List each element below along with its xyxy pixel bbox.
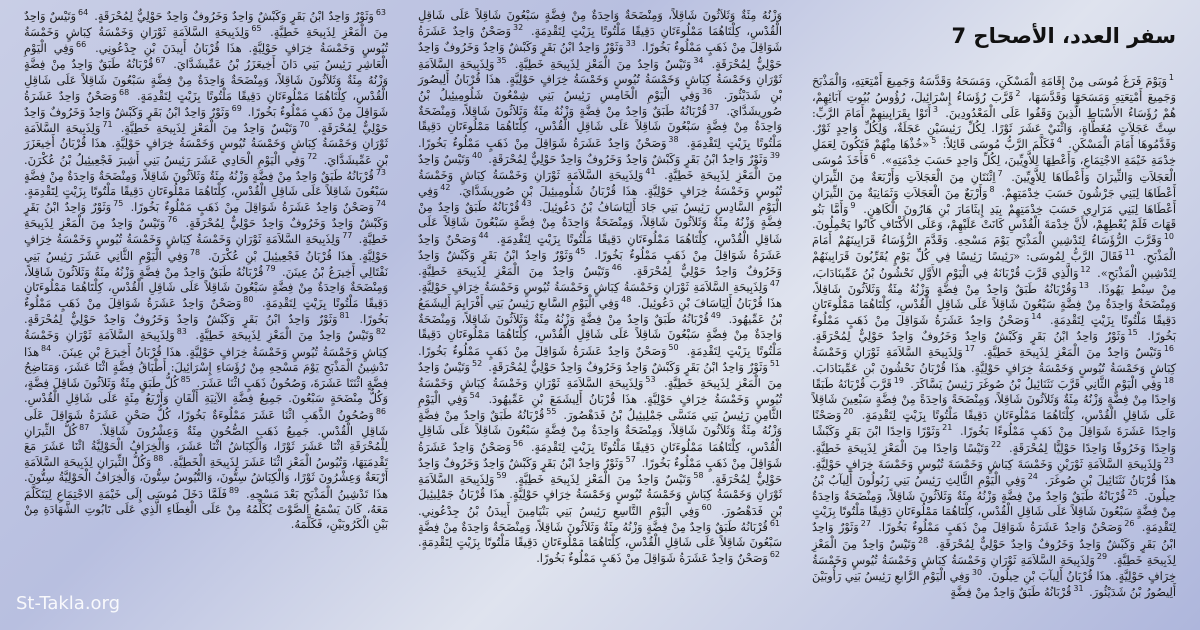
verse-text: وَثَوْرٌ وَاحِدٌ ابْنُ بَقَرٍ وَكَبْشٌ وَاحِدٌ وَخَرُوفٌ وَاحِدٌ حَوْلِيٌّ لِمُحْرَقَةٍ. [418,456,782,486]
verse-text: وَلِذَبِيحَةِ السَّلاَمَةِ ثَوْرَانِ وَخَمْسَةُ كِبَاشٍ وَخَمْسَةُ تُيُوسٍ وَخَمْسَةُ خِرَافٍ حَوْلِيَّةٍ. هذَا قُرْبَانُ أَلِيصُورَ بْنِ شَدَيْئُورَ. [418,57,783,102]
verse-number: 41 [645,166,656,176]
verse-text: وَفِي الْيَوْمِ الثَّانِي عَشَرَ رَئِيسُ بَنِي نَفْتَالِي أَخِيرَعُ بْنُ عِينَنَ. [24,249,388,279]
verse-text: وَتَيْسٌ وَاحِدٌ مِنَ الْمَعْزِ لِذَبِيحَةِ خَطِيَّةٍ. [418,152,782,182]
verse-number: 27 [860,519,871,529]
verse-text: هذَا تَدْشِينُ الْمَذْبَحِ يَوْمَ مَسْحِهِ مِنْ رُؤَسَاءِ إِسْرَائِيلَ: أَطْبَاقُ فِضَّةٍ اثْنَا عَشَرَ، وَمَنَاضِحُ فِضَّةٍ اثْنَتَا عَشَرَةَ، وَصُحُونُ ذَهَبٍ اثْنَا عَشَرَ. [24,345,388,390]
verse-text: وَقُرْبَانُهُ طَبَقٌ وَاحِدٌ مِنْ فِضَّةٍ وَزْنُهُ مِئَةٌ وَثَلاَثُونَ شَاقِلاً، وَمِنْضَحَةٌ وَاحِدَةٌ مِنْ فِضَّةٍ سَبْعُونَ شَاقِلاً عَلَى شَاقِلِ الْقُدْسِ، كِلْتَاهُمَا مَمْلُوءَتَانِ دَقِيقًا مَلْتُوتًا بِزَيْتٍ لِتَقْدِمَةٍ. [812,282,1176,327]
verse-text: قُرْبَانُهُ طَبَقٌ وَاحِدٌ مِنْ فِضَّةٍ وَزْنُهُ مِئَةٌ وَثَلاَثُونَ شَاقِلاً، وَمِنْضَحَةٌ وَاحِدَةٌ مِنْ فِضَّةٍ سَبْعُونَ شَاقِلاً عَلَى شَاقِلِ الْقُدْسِ، كِلْتَاهُمَا مَمْلُوءَتَانِ دَقِيقًا مَلْتُوتًا بِزَيْتٍ لِتَقْدِمَةٍ. [418,520,782,549]
chapter-title: سفر العدد، الأصحاح 7 [951,24,1176,48]
verse-number: 64 [77,8,89,17]
verse-text: وَلِذَبِيحَةِ السَّلاَمَةِ ثَوْرَانِ وَخَمْسَةُ كِبَاشٍ وَخَمْسَةُ تُيُوسٍ وَخَمْسَةُ خِرَافٍ حَوْلِيَّةٍ. هذَا قُرْبَانُ فَجْعِيئِيلَ بْنِ عُكْرَنَ. [24,233,388,263]
verse-number: 42 [440,183,451,193]
verse-number: 12 [1080,264,1091,274]
verse-text: وَلِذَبِيحَةِ السَّلاَمَةِ ثَوْرَانِ وَخَمْسَةُ كِبَاشٍ وَخَمْسَةُ تُيُوسٍ وَخَمْسَةُ خِرَافٍ حَوْلِيَّةٍ. هذَا قُرْبَانُ أَبِيدَنَ بْنِ جِدْعُونِي. [24,25,388,56]
verse-text: وَتَيْسًا وَاحِدًا مِنَ الْمَعْزِ لِذَبِيحَةِ خَطِيَّةٍ. [812,441,990,455]
verse-text: وَلِذَبِيحَةِ السَّلاَمَةِ ثَوْرَيْنِ وَخَمْسَةَ كِبَاشٍ وَخَمْسَةَ تُيُوسٍ وَخَمْسَةَ خِرَافٍ حَوْلِيَّةٍ. هذَا قُرْبَانُ نَثَنَائِيلَ بْنِ صُوغَرَ. [812,457,1176,487]
verse-number: 10 [1163,232,1174,242]
verse-number: 60 [701,502,712,512]
verse-text: وَفِي الْيَوْمِ الثَّامِنِ رَئِيسُ بَنِي مَنَسَّى جَمْلِيئِيلُ بْنُ فَدَهْصُورَ. [418,392,782,423]
verse-number: 30 [971,567,983,577]
column-2-text [418,8,782,566]
verse-number: 1 [1168,72,1174,82]
verse-text: وَفِي الْيَوْمِ الرَّابعِ رَئِيسُ بَنِي رَأُوبَيْنَ أَلِيصُورُ بْنُ شَدَيْئُورَ. [812,569,1176,599]
verse-text: وَفِي الْيَوْمِ السَّابعِ رَئِيسُ بَنِي أَفْرَايِمَ أَلِيشَمَعُ بْنُ عَمِّيهُودَ. [418,296,782,327]
verse-text: قُرْبَانُهُ طَبَقٌ وَاحِدٌ مِنْ فِضَّةٍ وَزْنُهُ مِئَةٌ وَثَلاَثُونَ شَاقِلاً، وَمِنْضَحَةٌ وَاحِدَةٌ مِنْ فِضَّةٍ سَبْعُونَ شَاقِلاً عَلَى شَاقِلِ الْقُدْسِ، كِلْتَاهُمَا مَمْلُوءَتَانِ دَقِيقًا مَلْتُوتًا بِزَيْتٍ لِتَقْدِمَةٍ. [812,489,1177,535]
verse-text: قُرْبَانُهُ طَبَقٌ وَاحِدٌ مِنْ فِضَّةٍ وَزْنُهُ مِئَةٌ وَثَلاَثُونَ شَاقِلاً، وَمِنْضَحَةٌ وَاحِدَةٌ مِنْ فِضَّةٍ سَبْعُونَ شَاقِلاً عَلَى شَاقِلِ الْقُدْسِ، كِلْتَاهُمَا مَمْلُوءَتَانِ دَقِيقًا مَلْتُوتًا بِزَيْتٍ لِتَقْدِمَةٍ. [24,58,388,103]
verse-number: 40 [471,150,483,160]
verse-number: 29 [1096,551,1108,561]
verse-text: وَثَوْرٌ وَاحِدٌ ابْنُ بَقَرٍ وَكَبْشٌ وَاحِدٌ وَخَرُوفٌ وَاحِدٌ حَوْلِيٌّ لِمُحْرَقَةٍ. [484,360,768,374]
verse-text: وَلِذَبِيحَةِ السَّلاَمَةِ ثَوْرَانِ وَخَمْسَةُ كِبَاشٍ وَخَمْسَةُ تُيُوسٍ وَخَمْسَةُ خِرَافٍ حَوْلِيَّةٍ. هذَا قُرْبَانُ أَلِيشَمَعَ بْنِ عَمِّيهُودَ. [418,376,782,406]
verse-text: وَثَوْرٌ وَاحِدٌ ابْنُ بَقَرٍ وَكَبْشٌ وَاحِدٌ وَخَرُوفٌ وَاحِدٌ حَوْلِيٌّ لِمُحْرَقَةٍ. [812,521,1176,551]
verse-text: وَتَيْسٌ وَاحِدٌ مِنَ الْمَعْزِ لِذَبِيحَةِ خَطِيَّةٍ. [418,360,782,390]
verse-text: وَثَوْرٌ وَاحِدٌ ابْنُ بَقَرٍ وَكَبْشٌ وَاحِدٌ وَخَرُوفٌ وَاحِدٌ حَوْلِيٌّ لِمُحْرَقَةٍ. [24,105,388,135]
verse-text: وَصَحْنٌ وَاحِدٌ عَشَرَةُ شَوَاقِلَ مِنْ ذَهَبٍ مَمْلُوءٌ بَخُورًا. [24,296,388,327]
verse-text: وَتَيْسٌ وَاحِدٌ مِنَ الْمَعْزِ لِذَبِيحَةِ خَطِيَّةٍ. [508,57,692,71]
verse-text: قُرْبَانُهُ طَبَقٌ وَاحِدٌ مِنْ فِضَّةٍ وَزْنُهُ مِئَةٌ وَثَلاَثُونَ شَاقِلاً، وَمِنْضَحَةٌ وَاحِدَةٌ مِنْ فِضَّةٍ سَبْعُونَ شَاقِلاً عَلَى شَاقِلِ الْقُدْسِ، كِلْتَاهُمَا مَمْلُوءَتَانِ دَقِيقًا مَلْتُوتًا بِزَيْتٍ لِتَقْدِمَةٍ. [418,104,782,150]
verse-number: 87 [79,422,90,432]
verse-number: 51 [769,358,780,368]
column-1 [812,8,1177,599]
verse-text: وَالَّذِي قَرَّبَ قُرْبَانَهُ فِي الْيَوْمِ الأَوَّلِ نَحْشُونُ بْنُ عَمِّينَادَابَ، مِنْ سِبْطِ يَهُوذَا. [812,266,1176,296]
verse-number: 73 [375,167,386,177]
verse-text: وَتَيْسٌ وَاحِدٌ مِنَ الْمَعْزِ لِذَبِيحَةِ خَطِيَّةٍ. [114,121,298,135]
verse-text: قُرْبَانُهُ طَبَقٌ وَاحِدٌ مِنْ فِضَّةٍ وَزْنُهُ مِئَةٌ وَثَلاَثُونَ شَاقِلاً، وَمِنْضَحَةٌ وَاحِدَةٌ مِنْ فِضَّةٍ سَبْعُونَ شَاقِلاً عَلَى شَاقِلِ الْقُدْسِ، كِلْتَاهُمَا مَمْلُوءَتَانِ دَقِيقًا مَلْتُوتًا بِزَيْتٍ لِتَقْدِمَةٍ. [24,265,388,310]
verse-text: قَرَّبَ رُؤَسَاءُ إِسْرَائِيلَ، رُؤُوسُ بُيُوتِ آبَائِهِمْ، هُمْ رُؤَسَاءُ الأَسْبَاطِ الَّذِينَ وَقَفُوا عَلَى الْمَعْدُودِينَ. [812,90,1176,120]
verse-number: 77 [342,231,353,241]
text-columns [24,8,1177,599]
verse-number: 48 [621,295,632,305]
verse-number: 26 [1124,519,1135,529]
verse-text: وَصَحْنٌ وَاحِدٌ عَشَرَةُ شَوَاقِلَ مِنْ ذَهَبٍ مَمْلُوءٌ بَخُورًا. [418,344,667,358]
verse-number: 85 [180,375,191,385]
verse-number: 3 [932,104,939,114]
verse-text: وَثَوْرٌ وَاحِدٌ ابْنُ بَقَرٍ وَكَبْشٌ وَاحِدٌ وَخَرُوفٌ وَاحِدٌ حَوْلِيٌّ لِمُحْرَقَةٍ. [418,248,782,278]
verse-text: وَلِذَبِيحَةِ السَّلاَمَةِ ثَوْرَانِ وَخَمْسَةُ كِبَاشٍ وَخَمْسَةُ تُيُوسٍ وَخَمْسَةُ خِرَافٍ حَوْلِيَّةٍ. هذَا قُرْبَانُ شَلُومِيئِيلَ بْنِ صُورِيشَدَّايَ. [418,168,782,198]
verse-text: قُرْبَانُهُ طَبَقٌ وَاحِدٌ مِنْ فِضَّةٍ [950,585,1072,599]
verse-number: 31 [1073,583,1084,593]
verse-number: 88 [153,454,164,464]
verse-text: قُرْبَانُهُ طَبَقٌ وَاحِدٌ مِنْ فِضَّةٍ وَزْنُهُ مِئَةٌ وَثَلاَثُونَ شَاقِلاً، وَمِنْضَحَةٌ وَاحِدَةٌ مِنْ فِضَّةٍ سَبْعُونَ شَاقِلاً عَلَى شَاقِلِ الْقُدْسِ، كِلْتَاهُمَا مَمْلُوءَتَانِ دَقِيقًا مَلْتُوتًا بِزَيْتٍ لِتَقْدِمَةٍ. [418,200,782,246]
verse-text: وَزْنُهُ مِئَةٌ وَثَلاَثُونَ شَاقِلاً، وَمِنْضَحَةٌ وَاحِدَةٌ مِنْ فِضَّةٍ سَبْعُونَ شَاقِلاً عَلَى شَاقِلِ الْقُدْسِ، كِلْتَاهُمَا مَمْلُوءَتَانِ دَقِيقًا مَلْتُوتًا بِزَيْتٍ لِتَقْدِمَةٍ. [418,9,782,39]
verse-number: 35 [496,55,507,65]
verse-number: 67 [155,56,166,66]
verse-text: فَأَخَذَ مُوسَى الْعَجَلاَتِ وَالثِّيرَانَ وَأَعْطَاهَا لِلاَّوِيِّينَ. [812,154,1176,184]
verse-text: وَفِي الْيَوْمِ الْحَادِي عَشَرَ رَئِيسُ بَنِي أَشِيرَ فَجْعِيئِيلُ بْنُ عُكْرَنَ. [24,153,306,167]
verse-number: 70 [299,120,310,130]
verse-text: وَلِذَبِيحَةِ السَّلاَمَةِ ثَوْرَانِ وَخَمْسَةُ كِبَاشٍ وَخَمْسَةُ تُيُوسٍ وَخَمْسَةُ خِرَافٍ حَوْلِيَّةٍ. هذَا قُرْبَانُ جَمْلِيئِيلَ بْنِ فَدَهْصُورَ. [418,472,782,518]
verse-number: 8 [989,184,995,194]
verse-number: 9 [850,200,856,210]
verse-number: 15 [1127,328,1138,338]
verse-number: 59 [496,471,507,481]
verse-text: وَتَيْسٌ وَاحِدٌ مِنَ الْمَعْزِ لِذَبِيحَةِ خَطِيَّةٍ. [24,9,388,39]
verse-number: 13 [1078,280,1089,290]
verse-text: وَفِي الْيَوْمِ الْخَامِسِ رَئِيسُ بَنِي شِمْعُونَ شَلُومِيئِيلُ بْنُ صُورِيشَدَّايَ. [418,88,782,118]
verse-number: 36 [701,87,713,97]
verse-text: وَصَحْنٌ وَاحِدٌ عَشَرَةُ شَوَاقِلَ مِنْ ذَهَبٍ مَمْلُوءٌ بَخُورًا. [418,232,782,262]
verse-number: 89 [228,485,240,495]
verse-text: أَتَوْا بِقَرَابِينِهِمْ أَمَامَ الرَّبِّ: سِتَّ عَجَلاَتٍ مُغَطَّاةٍ، وَاثْنَيْ عَشَرَ ثَوْرًا. لِكُلِّ رَئِيسَيْنِ عَجَلَةٌ، وَلِكُلِّ وَاحِدٍ ثَوْرٌ. وَقَدَّمُوهَا أَمَامَ الْمَسْكَنِ. [812,106,1176,152]
verse-number: 5 [931,136,937,146]
verse-text: وَقَرَّبَ الرُّؤَسَاءُ لِتَدْشِينِ الْمَذْبَحِ يَوْمَ مَسْحِهِ. وَقَدَّمَ الرُّؤَسَاءُ قَرَابِينَهُمْ أَمَامَ الْمَذْبَحِ. [812,234,1176,264]
verse-text: وَثَوْرٌ وَاحِدٌ ابْنُ بَقَرٍ وَكَبْشٌ وَاحِدٌ وَخَرُوفٌ وَاحِدٌ حَوْلِيٌّ لِمُحْرَقَةٍ. [484,152,768,166]
verse-text: وَأَمَّا بَنُو قَهَاتَ فَلَمْ يُعْطِهِمْ، لأَنَّ خِدْمَةَ الْقُدْسِ كَانَتْ عَلَيْهِمْ، وَعَلَى الأَكْتَافِ كَانُوا يَحْمِلُونَ. [812,202,1176,231]
verse-number: 62 [769,550,780,560]
verse-text: وَصَحْنٌ وَاحِدٌ عَشَرَةُ شَوَاقِلَ مِنْ ذَهَبٍ مَمْلُوءٌ بَخُورًا. [812,313,1176,344]
site-watermark: St-Takla.org [16,593,121,614]
verse-text: وَلِذَبِيحَةِ السَّلاَمَةِ ثَوْرَانِ وَخَمْسَةُ كِبَاشٍ وَخَمْسَةُ تُيُوسٍ وَخَمْسَةُ خِرَافٍ حَوْلِيَّةٍ. هذَا قُرْبَانُ أَلِيآبَ بْنِ حِيلُونَ. [812,553,1176,583]
verse-number: 43 [521,199,532,209]
verse-number: 82 [375,327,386,337]
verse-text: فَلَمَّا دَخَلَ مُوسَى إِلَى خَيْمَةِ الاجْتِمَاعِ لِيَتَكَلَّمَ مَعَهُ، كَانَ يَسْمَعُ الصَّوْتَ يُكَلِّمُهُ مِنْ عَلَى الْغِطَاءِ الَّذِي عَلَى تَابُوتِ الشَّهَادَةِ مِنْ بَيْنِ الْكَرُوبَيْنِ، فَكَلَّمَهُ. [24,487,388,532]
verse-number: 68 [118,87,130,97]
verse-number: 46 [611,262,622,272]
verse-text: وَيَوْمَ فَرَغَ مُوسَى مِنْ إِقَامَةِ الْمَسْكَنِ، وَمَسَحَهُ وَقَدَّسَهُ وَجَمِيعَ أَمْتِعَتِهِ، وَالْمَذْبَحَ وَجَمِيعَ أَمْتِعَتِهِ وَمَسَحَهَا وَقَدَّسَهَا، [812,74,1176,104]
verse-number: 63 [375,8,386,17]
verse-text: وَصَحْنٌ وَاحِدٌ عَشَرَةُ شَوَاقِلَ مِنْ ذَهَبٍ مَمْلُوءٌ بَخُورًا. [418,25,782,55]
verse-number: 44 [478,230,489,240]
verse-text: وَلِذَبِيحَةِ السَّلاَمَةِ ثَوْرَانِ وَخَمْسَةُ كِبَاشٍ وَخَمْسَةُ تُيُوسٍ وَخَمْسَةُ خِرَافٍ حَوْلِيَّةٍ. هذَا قُرْبَانُ أَخِيعَزَرَ بْنِ عَمِّيشَدَّايَ. [24,121,388,167]
verse-number: 22 [991,439,1002,449]
verse-number: 16 [1163,344,1174,354]
verse-text: فَقَالَ الرَّبُّ لِمُوسَى: «رَئِيسًا رَئِيسًا فِي كُلِّ يَوْمٍ يُقَرِّبُونَ قَرَابِينَهُمْ لِتَدْشِينِ الْمَذْبَحِ». [812,250,1176,280]
verse-number: 66 [76,40,87,50]
verse-number: 61 [769,518,780,528]
verse-text: وَتَيْسٌ وَاحِدٌ مِنَ الْمَعْزِ لِذَبِيحَةِ خَطِيَّةٍ. [976,346,1162,360]
verse-text: قُرْبَانُهُ طَبَقٌ وَاحِدٌ مِنْ فِضَّةٍ وَزْنُهُ مِئَةٌ وَثَلاَثُونَ شَاقِلاً، وَمِنْضَحَةٌ وَاحِدَةٌ مِنْ فِضَّةٍ سَبْعُونَ شَاقِلاً عَلَى شَاقِلِ الْقُدْسِ، كِلْتَاهُمَا مَمْلُوءَتَانِ دَقِيقًا مَلْتُوتًا بِزَيْتٍ لِتَقْدِمَةٍ. [24,169,388,198]
verse-number: 55 [546,407,557,417]
verse-number: 2 [1015,88,1021,98]
column-2 [418,8,782,582]
verse-number: 18 [1163,375,1174,385]
verse-text: وَفِي الْيَوْمِ التَّاسِعِ رَئِيسُ بَنِي بَنْيَامِينَ أَبِيدَنُ بْنُ جِدْعُونِي. [418,504,700,518]
verse-number: 58 [693,471,704,481]
verse-number: 19 [893,375,904,385]
verse-text: وَلِذَبِيحَةِ السَّلاَمَةِ ثَوْرَانِ وَخَمْسَةُ كِبَاشٍ وَخَمْسَةُ تُيُوسٍ وَخَمْسَةُ خِرَافٍ حَوْلِيَّةٍ. هذَا قُرْبَانُ نَحْشُونَ بْنِ عَمِّينَادَابَ. [812,346,1176,375]
verse-text: وَصَحْنٌ وَاحِدٌ عَشَرَةُ شَوَاقِلَ مِنْ ذَهَبٍ مَمْلُوءٌ بَخُورًا. [872,521,1123,535]
verse-text: قُرْبَانُهُ طَبَقٌ وَاحِدٌ مِنْ فِضَّةٍ وَزْنُهُ مِئَةٌ وَثَلاَثُونَ شَاقِلاً، وَمِنْضَحَةٌ وَاحِدَةٌ مِنْ فِضَّةٍ سَبْعُونَ شَاقِلاً عَلَى شَاقِلِ الْقُدْسِ، كِلْتَاهُمَا مَمْلُوءَتَانِ دَقِيقًا مَلْتُوتًا بِزَيْتٍ لِتَقْدِمَةٍ. [418,313,782,358]
verse-number: 14 [1031,312,1042,322]
verse-text: وَصَحْنًا وَاحِدًا عَشَرَةَ شَوَاقِلَ مِنْ ذَهَبٍ مَمْلُوءًا بَخُورًا. [812,409,1176,439]
verse-number: 4 [1056,136,1062,146]
verse-text: وَلِذَبِيحَةِ السَّلاَمَةِ ثَوْرَانِ وَخَمْسَةُ كِبَاشٍ وَخَمْسَةُ تُيُوسٍ وَخَمْسَةُ خِرَافٍ حَوْلِيَّةٍ. هذَا قُرْبَانُ أَخِيرَعَ بْنِ عِينَنَ. [24,329,388,359]
verse-number: 34 [693,55,704,65]
verse-number: 52 [471,358,483,368]
verse-number: 86 [375,406,386,416]
verse-text: وَفِي الْيَوْمِ الثَّانِي قَرَّبَ نَثَنَائِيلُ بْنُ صُوغَرَ رَئِيسُ يَسَّاكَرَ. [905,377,1162,391]
verse-number: 71 [102,120,113,130]
verse-text: وَثَوْرٌ وَاحِدٌ ابْنُ بَقَرٍ وَكَبْشٌ وَاحِدٌ وَخَرُوفٌ وَاحِدٌ حَوْلِيٌّ لِمُحْرَقَةٍ. [418,41,782,71]
verse-number: 84 [41,343,52,353]
verse-number: 53 [645,375,656,385]
verse-text: وَصَحْنٌ وَاحِدٌ عَشَرَةُ شَوَاقِلَ مِنْ ذَهَبٍ مَمْلُوءٌ بَخُورًا. [536,551,768,565]
verse-text: وَصَحْنٌ وَاحِدٌ عَشَرَةُ شَوَاقِلَ مِنْ ذَهَبٍ مَمْلُوءٌ بَخُورًا. [418,440,782,470]
verse-number: 21 [942,423,953,433]
verse-number: 75 [113,199,124,209]
verse-number: 6 [870,152,876,162]
verse-text: اِثْنَتَانِ مِنَ الْعَجَلاَتِ وَأَرْبَعَةٌ مِنَ الثِّيرَانِ أَعْطَاهَا لِبَنِي جَرْشُونَ حَسَبَ خِدْمَتِهِمْ. [812,170,1176,200]
verse-text: وَفِي الْيَوْمِ السَّادِسِ رَئِيسُ بَنِي جَادَ أَلِيَاسَافُ بْنُ دَعُوئِيلَ. [418,184,782,214]
verse-text: وَتَيْسٌ وَاحِدٌ مِنَ الْمَعْزِ لِذَبِيحَةِ خَطِيَّةٍ. [188,329,374,343]
verse-number: 76 [167,215,178,225]
verse-number: 20 [843,407,854,417]
verse-number: 38 [668,134,679,144]
verse-text: وَصَحْنٌ وَاحِدٌ عَشَرَةُ شَوَاقِلَ مِنْ ذَهَبٍ مَمْلُوءٌ بَخُورًا. [418,136,667,150]
verse-number: 17 [964,344,975,354]
verse-text: وَثَوْرٌ وَاحِدٌ ابْنُ بَقَرٍ وَكَبْشٌ وَاحِدٌ وَخَرُوفٌ وَاحِدٌ حَوْلِيٌّ لِمُحْرَقَةٍ. [24,313,338,327]
verse-number: 50 [668,342,679,352]
verse-text: فَكَلَّمَ الرَّبُّ مُوسَى قَائِلاً: [938,138,1055,152]
verse-number: 54 [469,391,480,401]
column-1-text [812,73,1176,601]
verse-text: وَثَوْرًا وَاحِدًا ابْنَ بَقَرٍ وَكَبْشًا وَاحِدًا وَخَرُوفًا وَاحِدًا حَوْلِيًّا لِمُحْرَقَةٍ. [812,425,1176,455]
verse-text: وَكُلُّ الثِّيرَانِ لِذَبِيحَةِ السَّلاَمَةِ أَرْبَعَةٌ وَعِشْرُونَ ثَوْرًا، وَالْكِبَاشُ سِتُّونَ، وَالتُّيُوسُ سِتُّونَ، وَالْخِرَافُ الْحَوْلِيَّةُ سِتُّونَ. هذَا تَدْشِينُ الْمَذْبَحِ بَعْدَ مَسْحِهِ. [24,455,388,501]
verse-number: 56 [512,438,524,448]
verse-number: 11 [1124,248,1135,258]
verse-number: 80 [243,295,254,305]
verse-number: 7 [997,168,1003,178]
verse-number: 45 [575,246,586,256]
verse-text: وَثَوْرٌ وَاحِدٌ ابْنُ بَقَرٍ وَكَبْشٌ وَاحِدٌ وَخَرُوفٌ وَاحِدٌ حَوْلِيٌّ لِمُحْرَقَةٍ. [24,200,388,231]
verse-text: وَفِي الْيَوْمِ الْعَاشِرِ رَئِيسُ بَنِي دَانَ أَخِيعَزَرُ بْنُ عَمِّيشَدَّايَ. [24,42,388,72]
verse-number: 57 [625,454,636,464]
verse-text: وَتَيْسٌ وَاحِدٌ مِنَ الْمَعْزِ لِذَبِيحَةِ خَطِيَّةٍ. [508,472,692,486]
verse-text: «خُذْهَا مِنْهُمْ فَتَكُونَ لِعَمَلِ خِدْمَةِ خَيْمَةِ الاجْتِمَاعِ، وَأَعْطِهَا لِلاَّوِيِّينَ، لِكُلِّ وَاحِدٍ حَسَبَ خِدْمَتِهِ». [812,138,1176,168]
verse-text: وَتَيْسٌ وَاحِدٌ مِنَ الْمَعْزِ لِذَبِيحَةِ خَطِيَّةٍ. [24,217,388,247]
verse-number: 74 [375,199,386,209]
column-3-text [24,8,388,532]
verse-text: وَتَيْسٌ وَاحِدٌ مِنَ الْمَعْزِ لِذَبِيحَةِ خَطِيَّةٍ. [418,264,610,278]
verse-text: وَثَوْرٌ وَاحِدٌ ابْنُ بَقَرٍ وَكَبْشٌ وَاحِدٌ وَخَرُوفٌ وَاحِدٌ حَوْلِيٌّ لِمُحْرَقَةٍ. [812,330,1126,344]
verse-number: 79 [265,263,276,273]
column-3 [24,8,388,582]
verse-text: وَلِذَبِيحَةِ السَّلاَمَةِ ثَوْرَانِ وَخَمْسَةُ كِبَاشٍ وَخَمْسَةُ تُيُوسٍ وَخَمْسَةُ خِرَافٍ حَوْلِيَّةٍ. هذَا قُرْبَانُ أَلِيَاسَافَ بْنِ دَعُوئِيلَ. [418,280,782,310]
verse-text: كُلُّ الثِّيرَانِ لِلْمُحْرَقَةِ اثْنَا عَشَرَ ثَوْرًا، وَالْكِبَاشُ اثْنَا عَشَرَ، وَالْخِرَافُ الْحَوْلِيَّةُ اثْنَا عَشَرَ مَعَ تَقْدِمَتِهَا، وَتُيُوسُ الْمَعْزِ اثْنَا عَشَرَ لِذَبِيحَةِ الْخَطِيَّةِ. [24,424,388,469]
verse-text: وَفِي الْيَوْمِ الثَّالِثِ رَئِيسُ بَنِي زَبُولُونَ أَلِيآبُ بْنُ حِيلُونَ. [812,473,1176,503]
verse-number: 65 [251,24,262,34]
verse-text: وَصَحْنٌ وَاحِدٌ عَشَرَةُ شَوَاقِلَ مِنْ ذَهَبٍ مَمْلُوءٌ بَخُورًا. [125,200,374,214]
verse-text: وَأَرْبَعٌ مِنَ الْعَجَلاَتِ وَثَمَانِيَةٌ مِنَ الثِّيرَانِ أَعْطَاهَا لِبَنِي مَرَارِي حَسَبَ خِدْمَتِهِمْ بِيَدِ إِيثَامَارَ بْنِ هَارُونَ الْكَاهِنِ. [812,186,1176,216]
verse-number: 39 [769,150,780,160]
verse-number: 49 [710,311,721,321]
verse-number: 78 [189,247,201,257]
verse-number: 72 [307,151,318,161]
verse-text: وَثَوْرٌ وَاحِدٌ ابْنُ بَقَرٍ وَكَبْشٌ وَاحِدٌ وَخَرُوفٌ وَاحِدٌ حَوْلِيٌّ لِمُحْرَقَةٍ. [90,9,374,23]
verse-text: وَتَيْسٌ وَاحِدٌ مِنَ الْمَعْزِ لِذَبِيحَةِ خَطِيَّةٍ. [812,537,1176,567]
verse-text: قُرْبَانُهُ طَبَقٌ وَاحِدٌ مِنْ فِضَّةٍ وَزْنُهُ مِئَةٌ وَثَلاَثُونَ شَاقِلاً، وَمِنْضَحَةٌ وَاحِدَةٌ مِنْ فِضَّةٍ سَبْعُونَ شَاقِلاً عَلَى شَاقِلِ الْقُدْسِ، كِلْتَاهُمَا مَمْلُوءَتَانِ دَقِيقًا مَلْتُوتًا بِزَيْتٍ لِتَقْدِمَةٍ. [418,409,782,454]
verse-number: 25 [1127,487,1138,497]
verse-number: 37 [708,103,720,113]
verse-number: 47 [769,279,780,289]
verse-text: وَصَحْنٌ وَاحِدٌ عَشَرَةُ شَوَاقِلَ مِنْ ذَهَبٍ مَمْلُوءٌ بَخُورًا. [24,89,388,119]
verse-text: وَصُحُونُ الذَّهَبِ اثْنَا عَشَرَ مَمْلُوءَةٌ بَخُورًا، كُلُّ صَحْنٍ عَشَرَةُ شَوَاقِلَ عَلَى شَاقِلِ الْقُدْسِ. جَمِيعُ ذَهَبِ الصُّحُونِ مِئَةٌ وَعِشْرُونَ شَاقِلاً. [24,408,388,438]
verse-text: قَرَّبَ قُرْبَانَهُ طَبَقًا وَاحِدًا مِنْ فِضَّةٍ وَزْنُهُ مِئَةٌ وَثَلاَثُونَ شَاقِلاً، وَمِنْضَحَةً وَاحِدَةً مِنْ فِضَّةٍ سَبْعِينَ شَاقِلاً عَلَى شَاقِلِ الْقُدْسِ، كِلْتَاهُمَا مَمْلُوءَتَانِ دَقِيقًا مَلْتُوتًا بِزَيْتٍ لِتَقْدِمَةٍ. [812,377,1176,423]
verse-number: 24 [1027,471,1038,481]
verse-number: 83 [176,327,187,337]
verse-number: 81 [339,311,350,321]
verse-text: كُلُّ طَبَقٍ مِئَةٌ وَثَلاَثُونَ شَاقِلَ فِضَّةٍ، وَكُلُّ مِنْضَحَةٍ سَبْعُونَ. جَمِيعُ فِضَّةِ الآنِيَةِ أَلْفَانِ وَأَرْبَعُ مِئَةٍ عَلَى شَاقِلِ الْقُدْسِ. [24,376,388,406]
verse-number: 69 [231,103,242,113]
verse-number: 32 [512,23,524,33]
verse-number: 28 [917,535,929,545]
verse-number: 23 [1163,455,1174,465]
verse-number: 33 [625,39,636,49]
